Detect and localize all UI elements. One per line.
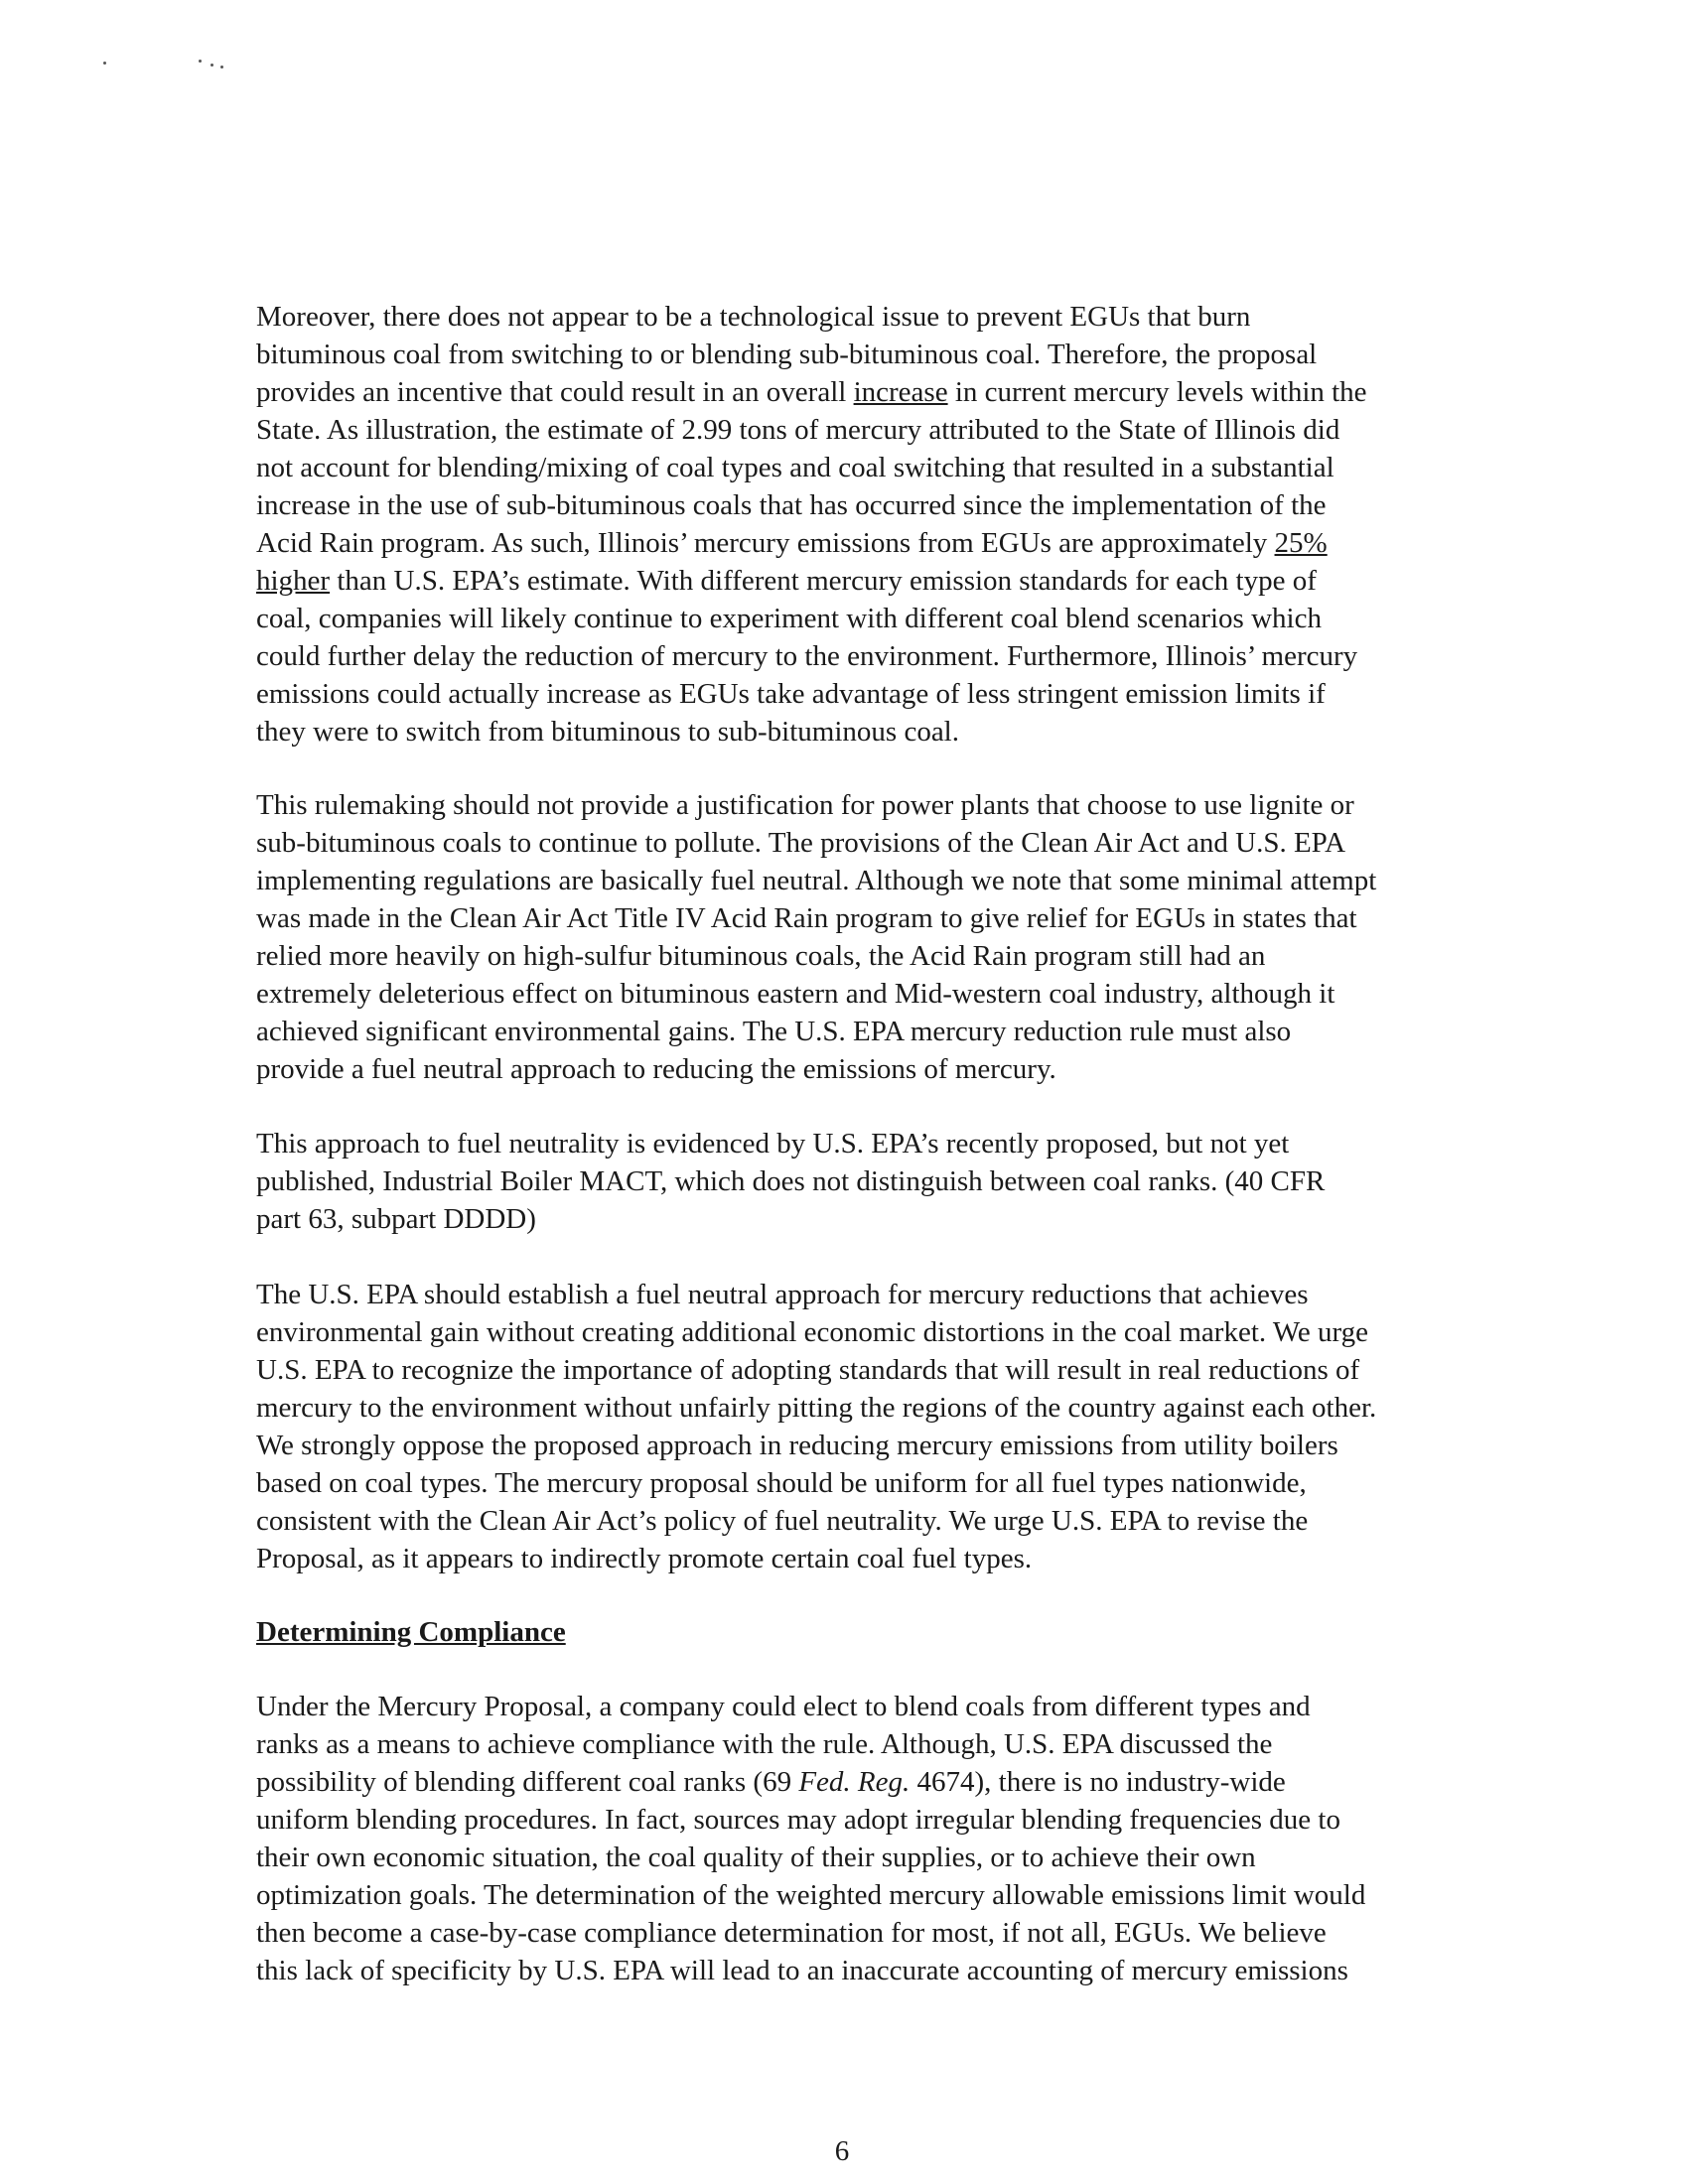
text-line: they were to switch from bituminous to sub-bituminous coal. <box>256 716 959 748</box>
text-line <box>256 524 1557 562</box>
text-line: optimization goals. The determination of the weighted mercury allowable emissions limit would <box>256 1879 1366 1911</box>
text-line: achieved significant environmental gains. The U.S. EPA mercury reduction rule must also <box>256 1016 1292 1047</box>
text-line: provide a fuel neutral approach to reducing the emissions of mercury. <box>256 1053 1056 1085</box>
text-line: coal, companies will likely continue to experiment with different coal blend scenarios which <box>256 603 1322 634</box>
text-line: U.S. EPA to recognize the importance of adopting standards that will result in real reductions of <box>256 1354 1360 1386</box>
paragraph-fuel-switching <box>256 298 1557 751</box>
text-line: extremely deleterious effect on bituminous eastern and Mid-western coal industry, although it <box>256 978 1335 1010</box>
text-line <box>256 373 1557 411</box>
text-line: consistent with the Clean Air Act’s policy of fuel neutrality. We urge U.S. EPA to revise the <box>256 1505 1309 1537</box>
text-line: bituminous coal from switching to or blending sub-bituminous coal. Therefore, the proposal <box>256 339 1318 370</box>
scan-speck <box>220 66 223 68</box>
scan-speck <box>199 60 202 63</box>
text-line: We strongly oppose the proposed approach in reducing mercury emissions from utility boilers <box>256 1430 1338 1461</box>
scan-speck <box>103 62 106 65</box>
text-line: sub-bituminous coals to continue to pollute. The provisions of the Clean Air Act and U.S. EPA <box>256 827 1346 859</box>
paragraph-fuel-neutral <box>256 786 1557 1088</box>
text-line: part 63, subpart DDDD) <box>256 1203 536 1235</box>
text-line: This approach to fuel neutrality is evidenced by U.S. EPA’s recently proposed, but not yet <box>256 1128 1290 1160</box>
text-line: implementing regulations are basically fuel neutral. Although we note that some minimal attempt <box>256 865 1377 896</box>
paragraph-blending-compliance <box>256 1688 1557 1989</box>
scan-speck <box>210 64 213 67</box>
text-line: Under the Mercury Proposal, a company could elect to blend coals from different types and <box>256 1691 1311 1722</box>
paragraph-fuel-neutral-approach <box>256 1276 1557 1577</box>
text-segment: in current mercury levels within the <box>947 376 1367 408</box>
italic-citation: Fed. Reg. <box>798 1766 911 1798</box>
text-segment: Acid Rain program. As such, Illinois’ mercury emissions from EGUs are approximately <box>256 527 1275 559</box>
paragraph-industrial-boiler-mact <box>256 1125 1557 1238</box>
text-line: this lack of specificity by U.S. EPA will lead to an inaccurate accounting of mercury emissions <box>256 1955 1348 1986</box>
text-line: not account for blending/mixing of coal types and coal switching that resulted in a substantial <box>256 452 1334 483</box>
text-line: ranks as a means to achieve compliance with the rule. Although, U.S. EPA discussed the <box>256 1728 1273 1760</box>
text-line: published, Industrial Boiler MACT, which does not distinguish between coal ranks. (40 CFR <box>256 1165 1326 1197</box>
text-line: emissions could actually increase as EGUs take advantage of less stringent emission limits if <box>256 678 1326 710</box>
text-line: This rulemaking should not provide a justification for power plants that choose to use lignite or <box>256 789 1354 821</box>
text-line <box>256 562 1557 600</box>
underlined-emphasis: higher <box>256 565 331 597</box>
text-line: relied more heavily on high-sulfur bituminous coals, the Acid Rain program still had an <box>256 940 1266 972</box>
text-line: based on coal types. The mercury proposal should be uniform for all fuel types nationwide, <box>256 1467 1307 1499</box>
text-line <box>256 1763 1557 1801</box>
text-line: environmental gain without creating additional economic distortions in the coal market. We urge <box>256 1316 1369 1348</box>
text-segment: provides an incentive that could result in an overall <box>256 376 854 408</box>
text-line: The U.S. EPA should establish a fuel neutral approach for mercury reductions that achieves <box>256 1279 1309 1310</box>
underlined-emphasis: increase <box>853 376 948 408</box>
text-line: State. As illustration, the estimate of 2.99 tons of mercury attributed to the State of Illinois did <box>256 414 1340 446</box>
text-line: Proposal, as it appears to indirectly promote certain coal fuel types. <box>256 1543 1033 1574</box>
text-segment: possibility of blending different coal ranks (69 <box>256 1766 799 1798</box>
text-line: mercury to the environment without unfairly pitting the regions of the country against each other. <box>256 1392 1377 1424</box>
text-line: Moreover, there does not appear to be a technological issue to prevent EGUs that burn <box>256 301 1251 333</box>
page-number: 6 <box>834 2135 850 2167</box>
text-line: then become a case-by-case compliance determination for most, if not all, EGUs. We believe <box>256 1917 1327 1949</box>
section-heading-determining-compliance: Determining Compliance <box>256 1616 566 1648</box>
text-segment: 4674), there is no industry-wide <box>910 1766 1286 1798</box>
text-line: increase in the use of sub-bituminous coals that has occurred since the implementation of the <box>256 489 1327 521</box>
text-line: uniform blending procedures. In fact, sources may adopt irregular blending frequencies due to <box>256 1804 1340 1836</box>
text-segment: than U.S. EPA’s estimate. With different mercury emission standards for each type of <box>330 565 1317 597</box>
text-line: their own economic situation, the coal quality of their supplies, or to achieve their own <box>256 1842 1256 1873</box>
text-line: was made in the Clean Air Act Title IV Acid Rain program to give relief for EGUs in states that <box>256 902 1357 934</box>
underlined-emphasis: 25% <box>1274 527 1328 559</box>
text-line: could further delay the reduction of mercury to the environment. Furthermore, Illinois’ mercury <box>256 640 1358 672</box>
